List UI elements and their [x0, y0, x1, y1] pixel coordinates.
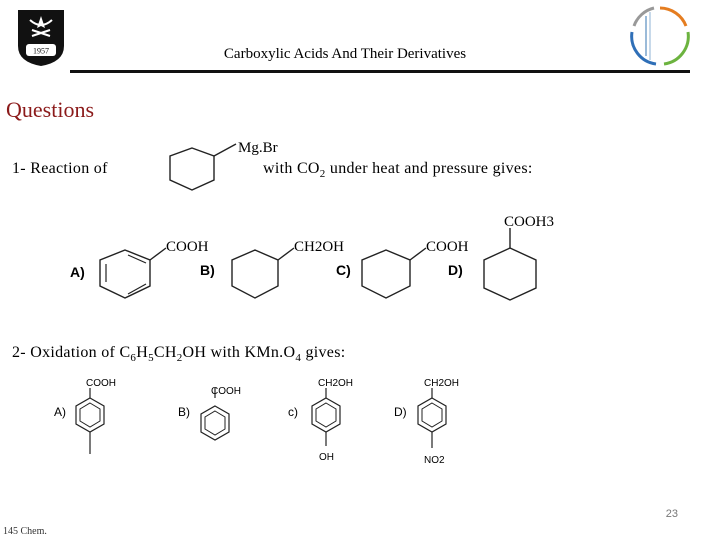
- university-logo: [12, 6, 70, 68]
- question-1-prefix: 1- Reaction of: [12, 160, 108, 177]
- q1-option-d-letter: D): [448, 262, 463, 278]
- logo-year: 1957: [33, 46, 49, 56]
- q1-option-a-group: COOH: [166, 239, 209, 255]
- q2-option-c-bottom: OH: [319, 452, 334, 463]
- q2-option-c[interactable]: [288, 378, 353, 463]
- question-2-text: 2- Oxidation of $C_6H_5CH_2OH$ with $KMn.O_4$ gives:: [12, 344, 346, 364]
- q1-options: [60, 210, 580, 310]
- q1-reagent-label: Mg.Br: [238, 140, 278, 156]
- q1-option-b-letter: B): [200, 262, 215, 278]
- q2-options: [40, 370, 480, 470]
- q2-option-b[interactable]: [178, 386, 241, 440]
- q1-option-b-group: CH2OH: [294, 239, 345, 255]
- q1-option-d[interactable]: [448, 214, 554, 300]
- q2-option-b-top: COOH: [211, 386, 241, 397]
- q2-option-d-bottom: NO2: [424, 455, 445, 466]
- q1-reagent-structure: [160, 130, 278, 210]
- q1-option-a-letter: A): [70, 264, 85, 280]
- header-rule: [70, 70, 690, 73]
- page-number: 23: [665, 508, 678, 520]
- q1-option-a[interactable]: [70, 239, 209, 298]
- q2-option-c-top: CH2OH: [318, 378, 354, 389]
- q2-option-c-letter: c): [288, 405, 298, 419]
- slide-title: Carboxylic Acids And Their Derivatives: [223, 46, 467, 62]
- questions-heading: Questions: [6, 97, 94, 122]
- q2-option-b-letter: B): [178, 405, 190, 419]
- corner-decoration-icon: [624, 2, 696, 70]
- q2-option-d-top: CH2OH: [424, 378, 460, 389]
- q2-option-d-letter: D): [394, 405, 407, 419]
- q1-option-d-group: COOH3: [504, 214, 555, 230]
- q2-option-a[interactable]: [54, 378, 116, 454]
- q1-option-c-letter: C): [336, 262, 351, 278]
- q2-option-a-letter: A): [54, 405, 66, 419]
- q1-option-b[interactable]: [200, 239, 344, 298]
- q2-option-a-top: COOH: [86, 378, 116, 389]
- question-1-suffix: with $CO_2$ under heat and pressure gives:: [263, 160, 533, 180]
- course-label: 145 Chem.: [3, 526, 47, 537]
- q1-option-c-group: COOH: [426, 239, 469, 255]
- q2-option-d[interactable]: [394, 378, 459, 466]
